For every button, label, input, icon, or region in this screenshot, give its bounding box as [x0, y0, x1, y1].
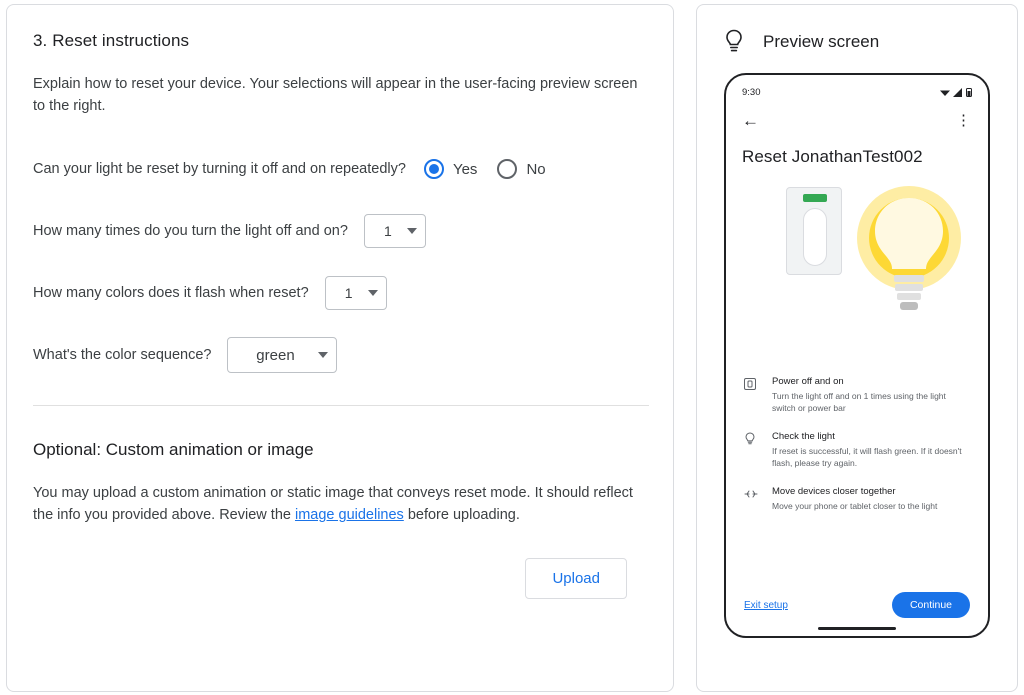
exit-setup-link[interactable]: Exit setup — [744, 599, 788, 611]
status-icon-group — [940, 88, 972, 97]
radio-option-no[interactable] — [497, 159, 545, 179]
question-row-reset-method — [33, 151, 649, 187]
image-guidelines-link[interactable]: image guidelines — [294, 507, 404, 523]
radio-group-reset-method — [424, 159, 566, 179]
list-item — [738, 375, 976, 414]
radio-option-yes[interactable] — [424, 159, 477, 179]
preview-header — [711, 29, 1003, 55]
select-color-sequence-value: green — [256, 346, 295, 364]
step-title: Move devices closer together — [772, 486, 896, 497]
question-label-color-sequence: What's the color sequence? — [33, 347, 212, 363]
question-label-reset-method: Can your light be reset by turning it off and on repeatedly? — [33, 161, 406, 177]
question-row-color-count — [33, 275, 649, 311]
lightbulb-icon — [723, 29, 745, 55]
optional-section-title: Optional: Custom animation or image — [33, 440, 314, 459]
continue-button[interactable]: Continue — [892, 592, 970, 618]
upload-button[interactable]: Upload — [525, 558, 627, 599]
switch-indicator-green — [803, 194, 827, 202]
more-options-icon[interactable]: ⋮ — [956, 112, 972, 129]
back-arrow-icon[interactable]: ← — [742, 111, 759, 130]
bulb-graphic — [856, 183, 962, 356]
radio-yes-label: Yes — [452, 160, 478, 178]
upload-row — [33, 558, 649, 599]
chevron-down-icon — [318, 352, 328, 358]
question-row-color-sequence — [33, 337, 649, 373]
select-color-sequence[interactable] — [227, 337, 337, 373]
light-switch-graphic — [786, 187, 842, 275]
optional-desc-part1: You may upload a custom animation or static image that conveys reset mode. It should reflect the info you provided above. Review the — [33, 485, 633, 523]
chevron-down-icon — [407, 228, 417, 234]
list-item — [738, 485, 976, 512]
step-body: Move your phone or tablet closer to the light — [772, 501, 938, 511]
step-title: Check the light — [772, 431, 835, 442]
phone-nav-row — [738, 112, 976, 129]
section-description: Explain how to reset your device. Your selections will appear in the user-facing preview screen to the right. — [33, 76, 638, 114]
signal-icon — [953, 88, 963, 97]
step-title: Power off and on — [772, 376, 844, 387]
phone-footer — [738, 592, 976, 618]
phone-mockup — [724, 73, 990, 638]
optional-section-description — [33, 482, 648, 526]
status-time: 9:30 — [742, 87, 761, 98]
list-item — [738, 430, 976, 469]
bulb-icon — [744, 430, 760, 469]
radio-no-icon[interactable] — [497, 159, 517, 179]
radio-no-label: No — [526, 160, 546, 178]
step-body: Turn the light off and on 1 times using the light switch or power bar — [772, 391, 946, 413]
reset-illustration — [738, 179, 976, 359]
select-color-count[interactable] — [325, 276, 387, 310]
phone-status-bar — [738, 85, 976, 98]
power-switch-icon — [744, 375, 760, 414]
step-text-group — [772, 485, 937, 512]
radio-yes-icon[interactable] — [424, 159, 444, 179]
move-closer-icon — [744, 485, 760, 512]
select-off-on-count-value: 1 — [383, 223, 392, 239]
step-text-group — [772, 430, 970, 469]
question-label-off-on-count: How many times do you turn the light off and on? — [33, 223, 348, 239]
select-off-on-count[interactable] — [364, 214, 426, 248]
page-title: 3. Reset instructions — [33, 31, 190, 50]
select-color-count-value: 1 — [344, 285, 353, 301]
optional-desc-part2: before uploading. — [403, 507, 520, 523]
battery-icon — [966, 88, 972, 97]
preview-screen-card — [696, 4, 1018, 692]
switch-toggle — [803, 208, 827, 266]
section-divider — [33, 405, 649, 406]
question-row-off-on-count — [33, 213, 649, 249]
reset-instructions-card — [6, 4, 674, 692]
chevron-down-icon — [368, 290, 378, 296]
step-body: If reset is successful, it will flash green. If it doesn't flash, please try again. — [772, 446, 962, 468]
wifi-icon — [940, 88, 950, 97]
question-label-color-count: How many colors does it flash when reset? — [33, 285, 309, 301]
preview-screen-title: Preview screen — [763, 32, 880, 51]
step-text-group — [772, 375, 970, 414]
home-indicator — [818, 627, 896, 630]
phone-screen-title: Reset JonathanTest002 — [742, 147, 923, 166]
